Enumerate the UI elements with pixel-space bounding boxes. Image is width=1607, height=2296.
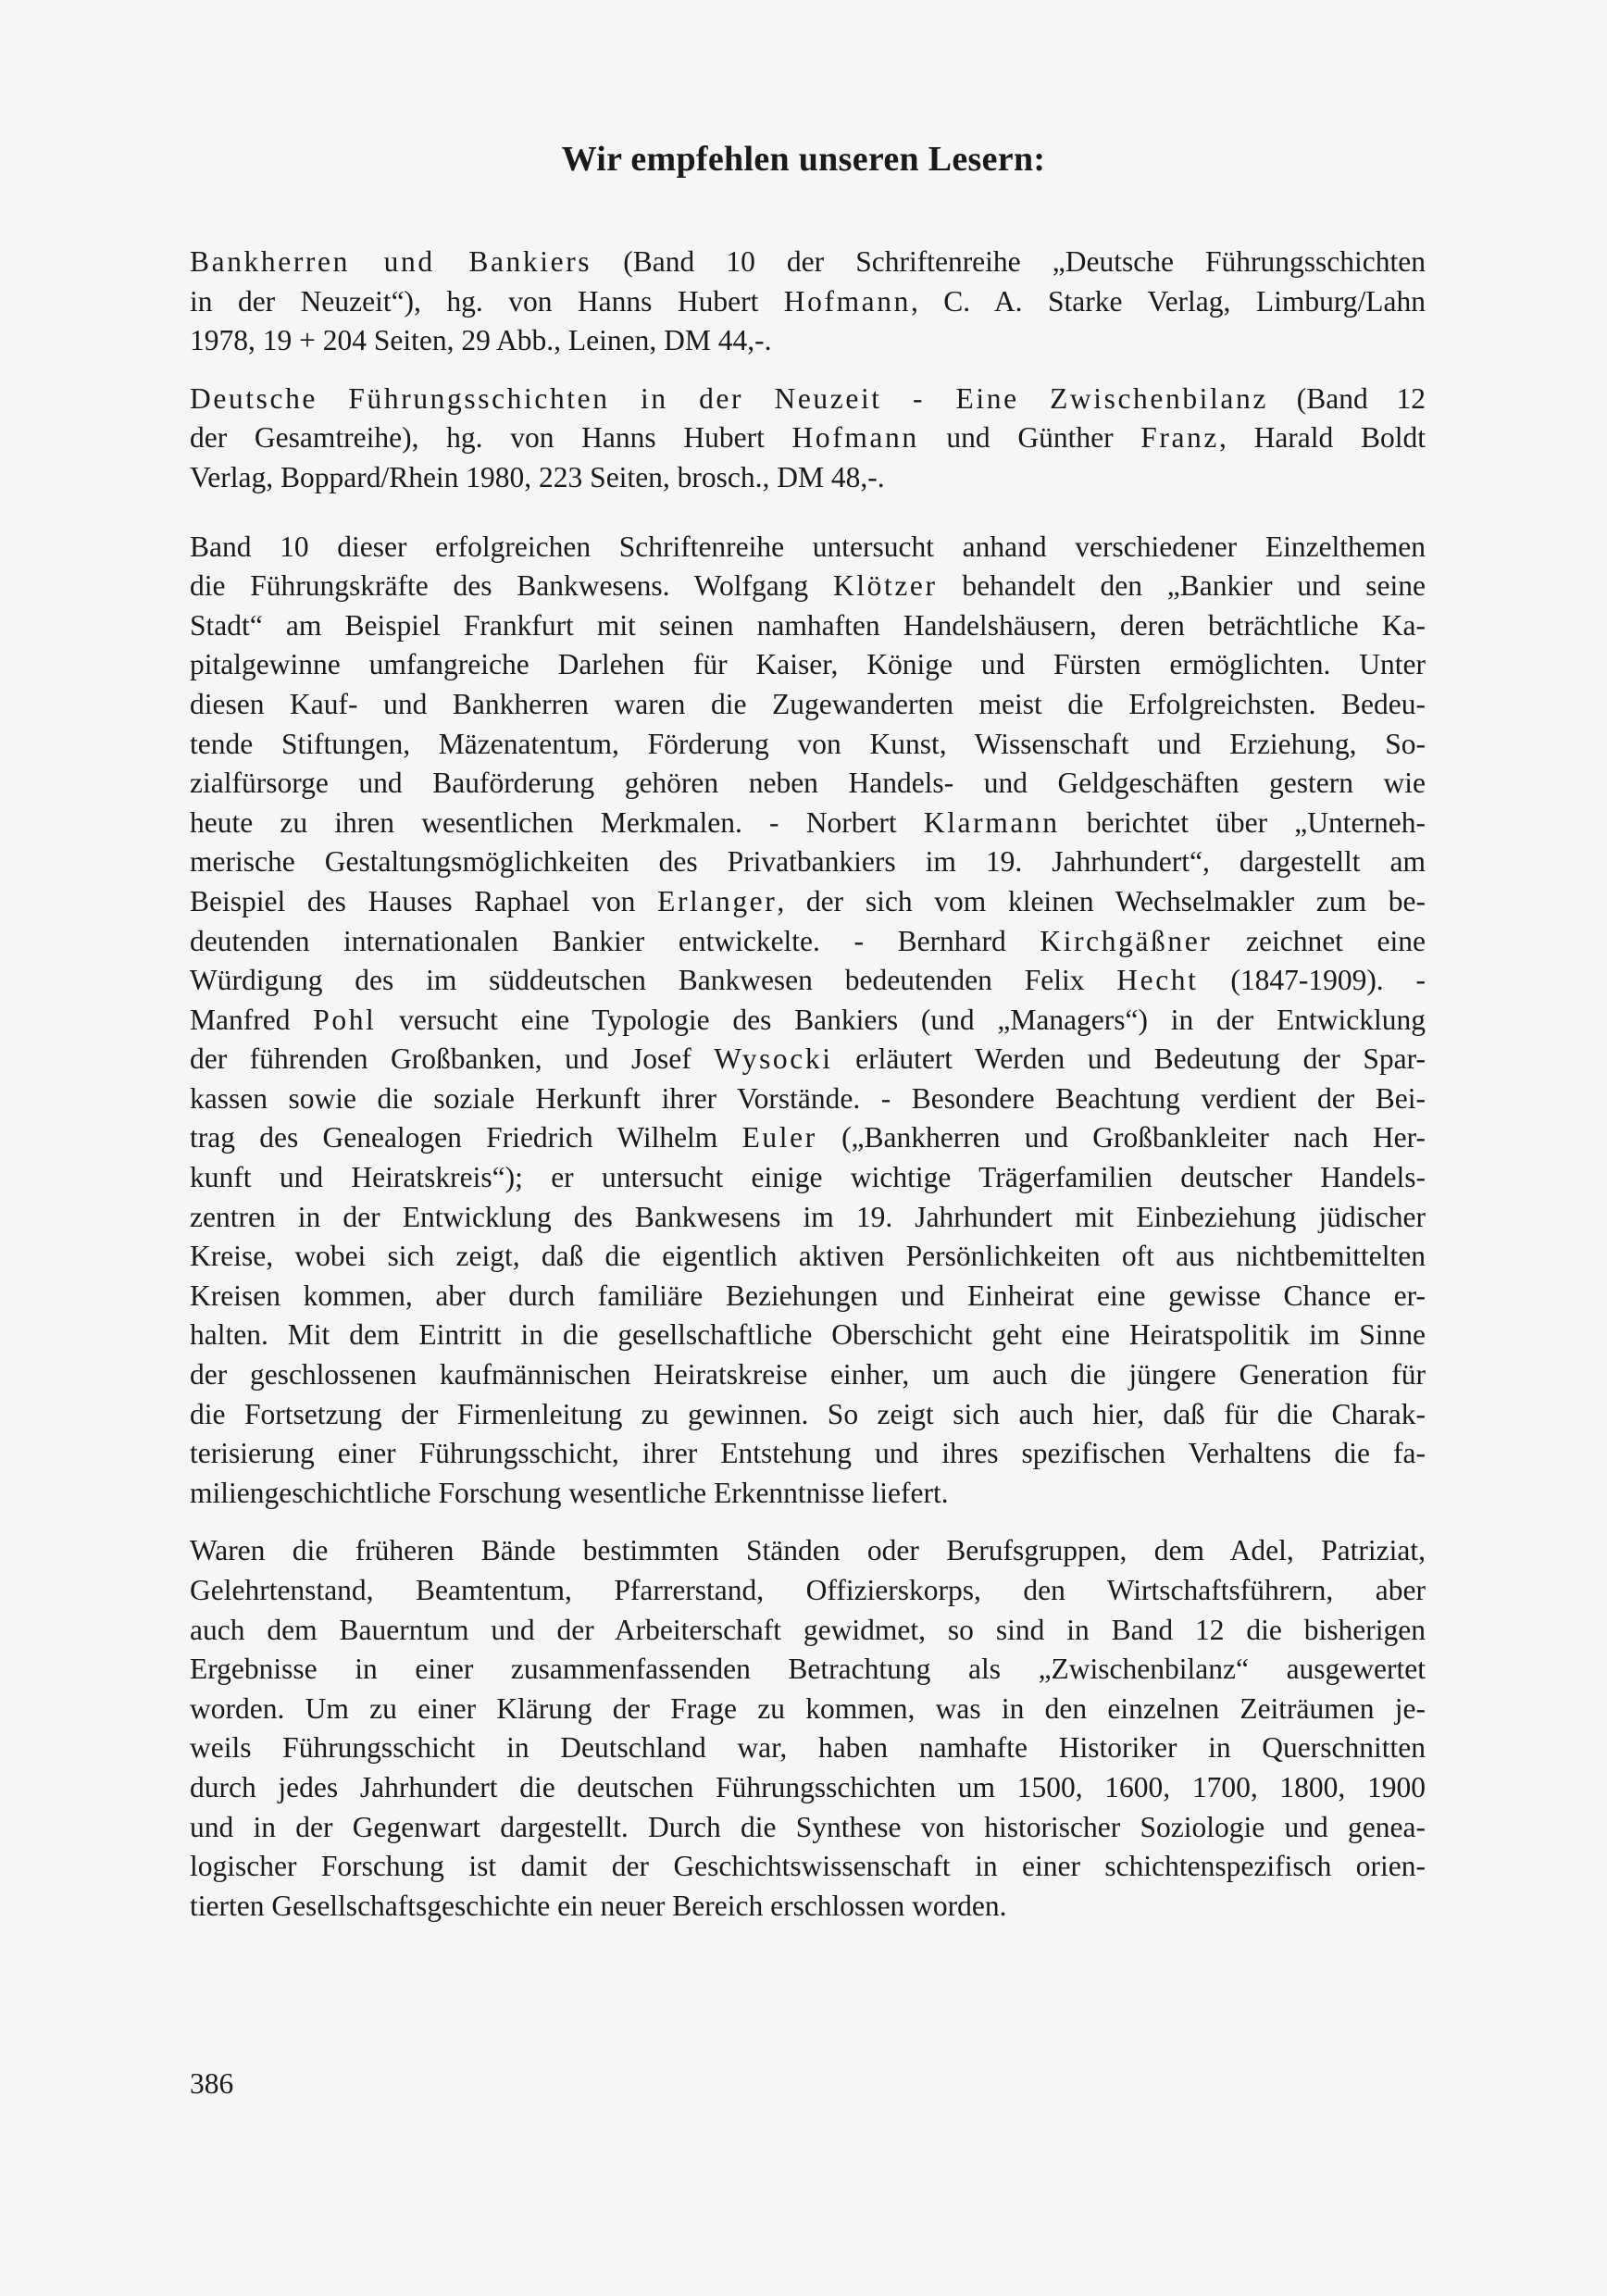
spacer (190, 361, 1426, 380)
author-name: Franz (1140, 421, 1219, 455)
text-line: Waren die früheren Bände bestimmten Ständen oder Berufsgruppen, dem Adel, Patriziat, (190, 1534, 1426, 1567)
text-line: Band 10 dieser erfolgreichen Schriftenreihe untersucht anhand verschiedener Einzelthemen (190, 530, 1426, 563)
text-span: (Band 10 der Schriftenreihe „Deutsche Führungsschichten (592, 245, 1426, 278)
text-line (190, 804, 1426, 843)
text-line: Kreise, wobei sich zeigt, daß die eigentlich aktiven Persönlichkeiten oft aus nichtbemittelten (190, 1240, 1426, 1273)
text-span: (Band 12 (1267, 381, 1426, 415)
text-line: der geschlossenen kaufmännischen Heiratskreise einher, um auch die jüngere Generation für (190, 1358, 1426, 1391)
text-line: durch jedes Jahrhundert die deutschen Führungsschichten um 1500, 1600, 1700, 1800, 1900 (190, 1770, 1426, 1803)
text-line: diesen Kauf- und Bankherren waren die Zugewanderten meist die Erfolgreichsten. Bedeu- (190, 687, 1426, 720)
author-name: Hofmann (783, 284, 911, 318)
text-span: die Führungskräfte des Bankwesens. Wolfgang (190, 569, 833, 603)
author-name: Klarmann (923, 805, 1060, 839)
text-span: trag des Genealogen Friedrich Wilhelm (190, 1121, 742, 1154)
text-span: , C. A. Starke Verlag, Limburg/Lahn (910, 284, 1426, 318)
text-line: merische Gestaltungsmöglichkeiten des Privatbankiers im 19. Jahrhundert“, dargestellt am (190, 845, 1426, 879)
text-span: (1847-1909). - (1198, 964, 1426, 997)
text-line: terisierung einer Führungsschicht, ihrer Entstehung und ihres spezifischen Verhaltens die fa- (190, 1437, 1426, 1470)
text-span: , Harald Boldt (1219, 421, 1426, 455)
text-span: und Günther (918, 421, 1141, 455)
spacer (190, 498, 1426, 528)
text-line: die Fortsetzung der Firmenleitung zu gewinnen. So zeigt sich auch hier, daß für die Charak- (190, 1397, 1426, 1430)
text-line: und in der Gegenwart dargestellt. Durch die Synthese von historischer Soziologie und genea- (190, 1810, 1426, 1843)
text-line: halten. Mit dem Eintritt in die gesellschaftliche Oberschicht geht eine Heiratspolitik im Sinne (190, 1318, 1426, 1352)
author-name: Hecht (1116, 964, 1199, 997)
text-line (190, 882, 1426, 922)
text-line: Stadt“ am Beispiel Frankfurt mit seinen namhaften Handelshäusern, deren beträchtliche Ka- (190, 608, 1426, 642)
paragraph-2 (190, 1531, 1426, 1926)
text-span: der Gesamtreihe), hg. von Hanns Hubert (190, 421, 792, 455)
author-name: Kirchgäßner (1040, 924, 1213, 957)
text-span: erläutert Werden und Bedeutung der Spar- (832, 1042, 1426, 1076)
text-line: logischer Forschung ist damit der Geschichtswissenschaft in einer schichtenspezifisch orien- (190, 1850, 1426, 1883)
text-line: worden. Um zu einer Klärung der Frage zu kommen, was in den einzelnen Zeiträumen je- (190, 1691, 1426, 1725)
text-line: tierten Gesellschaftsgeschichte ein neuer Bereich erschlossen worden. (190, 1889, 1007, 1922)
text-line: Kreisen kommen, aber durch familiäre Beziehungen und Einheirat eine gewisse Chance er- (190, 1279, 1426, 1312)
text-line: zentren in der Entwicklung des Bankwesens im 19. Jahrhundert mit Einbeziehung jüdischer (190, 1200, 1426, 1233)
text-span: Manfred (190, 1003, 314, 1036)
text-line: weils Führungsschicht in Deutschland war, haben namhafte Historiker in Querschnitten (190, 1731, 1426, 1765)
text-line: kunft und Heiratskreis“); er untersucht einige wichtige Trägerfamilien deutscher Handels- (190, 1161, 1426, 1194)
book-reference-2 (190, 380, 1426, 498)
text-span: Würdigung des im süddeutschen Bankwesen bedeutenden Felix (190, 964, 1117, 997)
text-line: zialfürsorge und Bauförderung gehören neben Handels- und Geldgeschäften gestern wie (190, 767, 1426, 800)
text-line (190, 922, 1426, 962)
author-name: Erlanger (657, 884, 778, 917)
text-span: deutenden internationalen Bankier entwickelte. - Bernhard (190, 924, 1040, 957)
text-span: berichtet über „Unterneh- (1059, 805, 1426, 839)
page-number: 386 (190, 2067, 234, 2100)
text-span: der führenden Großbanken, und Josef (190, 1042, 715, 1076)
book-title: Deutsche Führungsschichten in der Neuzeit - Eine Zwischenbilanz (190, 381, 1268, 415)
book-reference-1 (190, 243, 1426, 361)
text-line: Verlag, Boppard/Rhein 1980, 223 Seiten, brosch., DM 48,-. (190, 460, 885, 493)
text-span: in der Neuzeit“), hg. von Hanns Hubert (190, 284, 784, 318)
text-span: behandelt den „Bankier und seine (937, 569, 1426, 603)
text-line: kassen sowie die soziale Herkunft ihrer Vorstände. - Besondere Beachtung verdient der Bei- (190, 1081, 1426, 1115)
author-name: Klötzer (832, 569, 938, 603)
text-line (190, 243, 1426, 282)
text-line: Ergebnisse in einer zusammenfassenden Betrachtung als „Zwischenbilanz“ ausgewertet (190, 1653, 1426, 1686)
text-line (190, 282, 1426, 322)
author-name: Wysocki (714, 1042, 833, 1076)
text-line: tende Stiftungen, Mäzenatentum, Förderung von Kunst, Wissenschaft und Erziehung, So- (190, 727, 1426, 760)
text-span: , der sich vom kleinen Wechselmakler zum be- (777, 884, 1426, 917)
text-line (190, 1040, 1426, 1079)
text-line (190, 1001, 1426, 1041)
text-span: versucht eine Typologie des Bankiers (und „Managers“) in der Entwicklung (376, 1003, 1426, 1036)
page-title: Wir empfehlen unseren Lesern: (561, 140, 1046, 179)
text-line: 1978, 19 + 204 Seiten, 29 Abb., Leinen, DM 44,-. (190, 324, 772, 357)
paragraph-1 (190, 528, 1426, 1514)
author-name: Euler (741, 1121, 817, 1154)
text-line (190, 961, 1426, 1001)
text-span: („Bankherren und Großbankleiter nach Her- (816, 1121, 1426, 1154)
text-span: zeichnet eine (1212, 924, 1426, 957)
text-line (190, 418, 1426, 458)
text-line: Gelehrtenstand, Beamtentum, Pfarrerstand, Offizierskorps, den Wirtschaftsführern, aber (190, 1574, 1426, 1606)
text-line: miliengeschichtliche Forschung wesentliche Erkenntnisse liefert. (190, 1476, 949, 1509)
text-line: pitalgewinne umfangreiche Darlehen für Kaiser, Könige und Fürsten ermöglichten. Unter (190, 648, 1426, 681)
document-body (190, 243, 1426, 1926)
book-title: Bankherren und Bankiers (190, 245, 592, 278)
author-name: Hofmann (791, 421, 919, 455)
author-name: Pohl (313, 1003, 377, 1036)
text-line (190, 380, 1426, 419)
text-line (190, 567, 1426, 606)
text-span: Beispiel des Hauses Raphael von (190, 884, 658, 917)
text-span: heute zu ihren wesentlichen Merkmalen. - Norbert (190, 805, 924, 839)
text-line (190, 1118, 1426, 1158)
spacer (190, 1513, 1426, 1531)
text-line: auch dem Bauerntum und der Arbeiterschaft gewidmet, so sind in Band 12 die bisherigen (190, 1613, 1426, 1646)
